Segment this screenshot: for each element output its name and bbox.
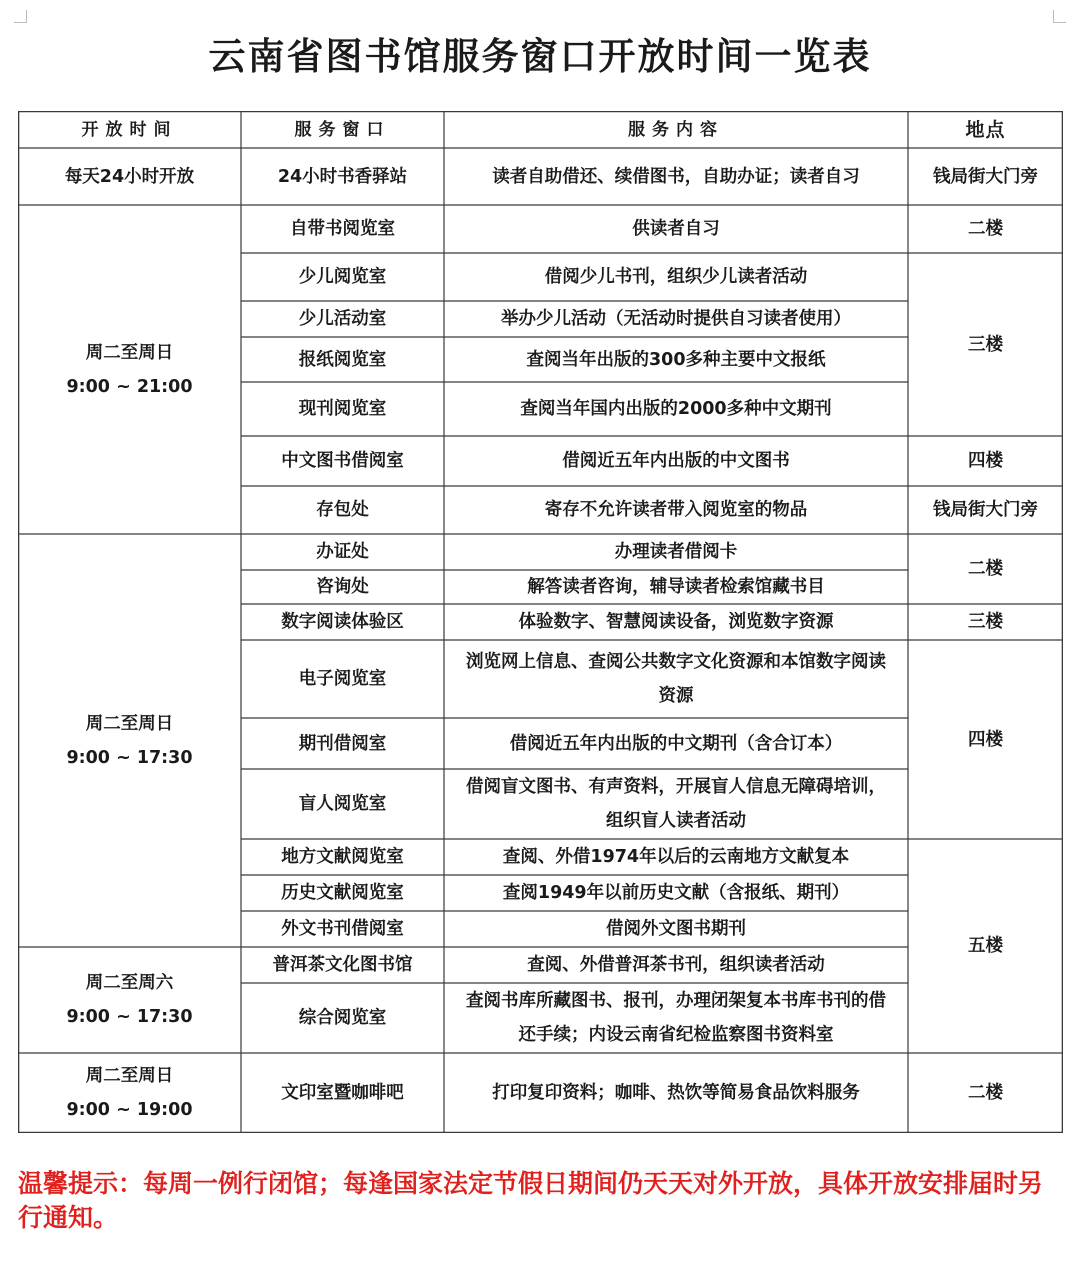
content-label: 打印复印资料；咖啡、热饮等简易食品饮料服务 [492, 1083, 860, 1103]
window-cell [241, 534, 444, 570]
window-cell [241, 769, 444, 839]
content-cell [444, 534, 908, 570]
content-label: 查阅、外借1974年以后的云南地方文献复本 [502, 847, 850, 867]
window-cell [241, 436, 444, 486]
content-label: 查阅当年国内出版的2000多种中文期刊 [520, 399, 832, 419]
content-label: 查阅1949年以前历史文献（含报纸、期刊） [502, 883, 850, 903]
content-cell [444, 640, 908, 718]
window-cell [241, 839, 444, 875]
location-cell [908, 1053, 1063, 1133]
content-cell [444, 436, 908, 486]
content-cell [444, 337, 908, 382]
time-group-cell [18, 205, 241, 534]
content-cell [444, 382, 908, 436]
window-label: 普洱茶文化图书馆 [272, 955, 413, 975]
window-cell [241, 947, 444, 983]
content-cell [444, 604, 908, 640]
window-cell [241, 205, 444, 253]
location-cell [908, 486, 1063, 534]
header-time-label: 开放时间 [81, 119, 178, 140]
location-label: 钱局街大门旁 [933, 500, 1038, 520]
window-label: 少儿阅览室 [298, 267, 387, 287]
content-cell [444, 983, 908, 1053]
content-label: 借阅近五年内出版的中文图书 [562, 451, 790, 471]
content-cell [444, 911, 908, 947]
window-cell [241, 253, 444, 301]
content-cell [444, 769, 908, 839]
content-label: 查阅书库所藏图书、报刊，办理闭架复本书库书刊的借还手续；内设云南省纪检监察图书资料室 [466, 991, 886, 1045]
time-group-cell [18, 148, 241, 205]
content-cell [444, 839, 908, 875]
content-label: 举办少儿活动（无活动时提供自习读者使用） [501, 309, 851, 329]
content-cell [444, 570, 908, 604]
content-cell [444, 947, 908, 983]
time-group [66, 1059, 192, 1127]
time-group [65, 160, 194, 194]
window-cell [241, 983, 444, 1053]
crop-mark-right [1053, 10, 1066, 23]
content-label: 借阅外文图书期刊 [606, 919, 746, 939]
window-label: 综合阅览室 [298, 1008, 387, 1028]
content-cell [444, 148, 908, 205]
window-cell [241, 382, 444, 436]
window-label: 文印室暨咖啡吧 [281, 1083, 404, 1103]
content-label: 借阅近五年内出版的中文期刊（含合订本） [509, 733, 843, 754]
location-label: 二楼 [968, 219, 1003, 239]
time-hours: 9:00 ~ 21:00 [66, 376, 193, 397]
time-hours: 9:00 ~ 17:30 [66, 747, 193, 768]
header-content-label: 服务内容 [628, 119, 724, 140]
content-label: 查阅、外借普洱茶书刊，组织读者活动 [527, 955, 825, 975]
window-cell [241, 486, 444, 534]
window-cell [241, 148, 444, 205]
window-label: 现刊阅览室 [298, 399, 387, 419]
time-group [66, 707, 192, 775]
window-label: 中文图书借阅室 [281, 451, 404, 471]
location-label: 二楼 [968, 1083, 1003, 1103]
location-cell [908, 534, 1063, 604]
content-label: 借阅盲文图书、有声资料，开展盲人信息无障碍培训，组织盲人读者活动 [466, 777, 886, 831]
time-hours: 9:00 ~ 19:00 [66, 1100, 193, 1120]
window-cell [241, 911, 444, 947]
location-label: 四楼 [968, 729, 1003, 750]
time-days: 周二至周六 [85, 973, 174, 993]
content-label: 查阅当年出版的300多种主要中文报纸 [526, 349, 826, 370]
content-cell [444, 718, 908, 769]
content-cell [444, 486, 908, 534]
content-label: 供读者自习 [632, 219, 720, 239]
window-label: 办证处 [316, 542, 369, 562]
location-cell [908, 205, 1063, 253]
location-label: 三楼 [968, 334, 1003, 355]
content-label: 体验数字、智慧阅读设备，浏览数字资源 [518, 612, 834, 632]
time-group [66, 966, 192, 1034]
window-label: 存包处 [316, 500, 369, 520]
page-title: 云南省图书馆服务窗口开放时间一览表 [208, 35, 872, 78]
time-days: 周二至周日 [85, 713, 174, 734]
content-label: 办理读者借阅卡 [614, 542, 738, 562]
window-label: 外文书刊借阅室 [281, 919, 404, 939]
time-days: 每天24小时开放 [64, 166, 195, 187]
location-label: 三楼 [968, 612, 1003, 632]
time-group [66, 336, 192, 404]
content-cell [444, 253, 908, 301]
time-days: 周二至周日 [85, 342, 174, 363]
header-window [241, 111, 444, 148]
location-cell [908, 148, 1063, 205]
window-label: 少儿活动室 [298, 309, 387, 329]
window-label: 地方文献阅览室 [281, 847, 404, 867]
location-cell [908, 604, 1063, 640]
location-label: 钱局街大门旁 [933, 166, 1038, 187]
window-label: 数字阅读体验区 [281, 612, 404, 632]
header-time [18, 111, 241, 148]
content-label: 解答读者咨询，辅导读者检索馆藏书目 [527, 577, 825, 597]
window-cell [241, 1053, 444, 1133]
content-cell [444, 205, 908, 253]
window-cell [241, 570, 444, 604]
content-cell [444, 1053, 908, 1133]
time-group-cell [18, 1053, 241, 1133]
window-cell [241, 337, 444, 382]
window-label: 电子阅览室 [298, 669, 387, 689]
header-location-label: 地点 [965, 118, 1006, 141]
window-label: 报纸阅览室 [298, 349, 387, 370]
window-cell [241, 875, 444, 911]
content-cell [444, 875, 908, 911]
window-cell [241, 604, 444, 640]
location-cell [908, 839, 1063, 1053]
location-label: 二楼 [968, 559, 1003, 579]
window-label: 24小时书香驿站 [277, 166, 408, 187]
window-label: 咨询处 [316, 577, 369, 597]
notice-text: 温馨提示：每周一例行闭馆；每逢国家法定节假日期间仍天天对外开放，具体开放安排届时另行通知。 [18, 1169, 1044, 1232]
location-label: 四楼 [968, 451, 1003, 471]
location-cell [908, 436, 1063, 486]
time-group-cell [18, 947, 241, 1053]
header-content [444, 111, 908, 148]
content-label: 浏览网上信息、查阅公共数字文化资源和本馆数字阅读资源 [466, 652, 886, 706]
content-label: 读者自助借还、续借图书，自助办证；读者自习 [492, 166, 860, 187]
content-label: 寄存不允许读者带入阅览室的物品 [544, 500, 808, 520]
location-label: 五楼 [968, 936, 1003, 956]
content-cell [444, 301, 908, 337]
window-cell [241, 640, 444, 718]
crop-mark-left [14, 10, 27, 23]
location-cell [908, 640, 1063, 839]
window-label: 历史文献阅览室 [281, 883, 404, 903]
header-window-label: 服务窗口 [294, 119, 391, 140]
window-cell [241, 301, 444, 337]
header-location [908, 111, 1063, 148]
time-group-cell [18, 534, 241, 947]
content-label: 借阅少儿书刊，组织少儿读者活动 [544, 267, 808, 287]
time-hours: 9:00 ~ 17:30 [66, 1007, 193, 1027]
window-label: 期刊借阅室 [298, 733, 387, 754]
window-label: 盲人阅览室 [298, 794, 387, 814]
window-label: 自带书阅览室 [290, 219, 395, 239]
schedule-table [18, 111, 1063, 1133]
time-days: 周二至周日 [85, 1066, 174, 1086]
location-cell [908, 253, 1063, 436]
window-cell [241, 718, 444, 769]
